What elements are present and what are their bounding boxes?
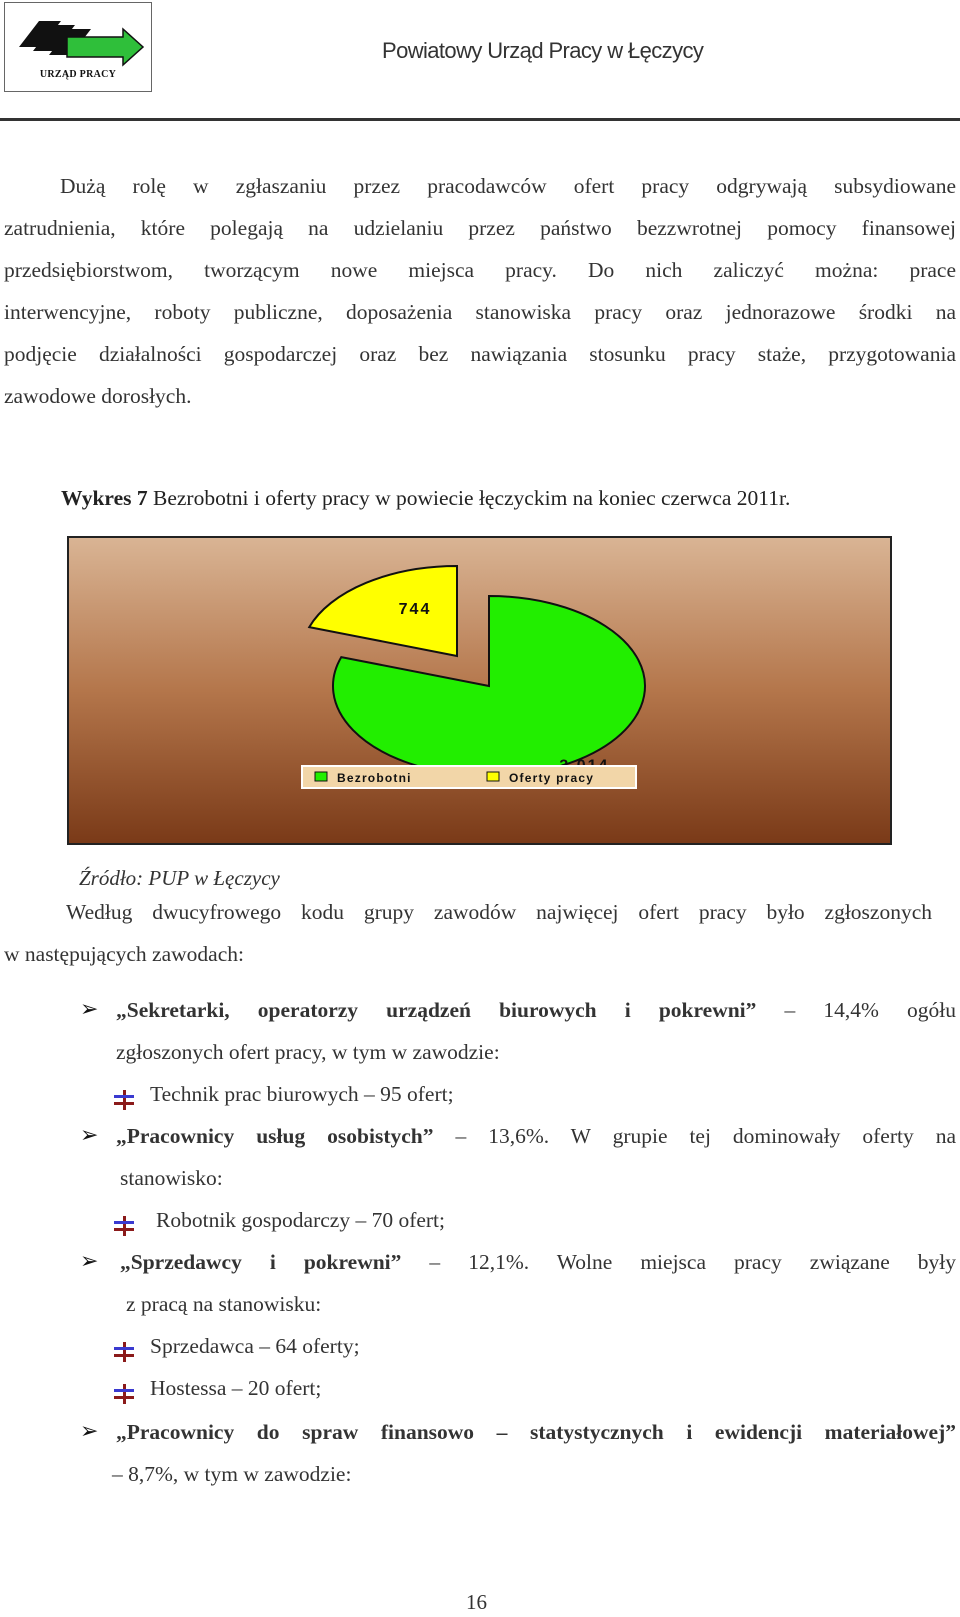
bullet-3-sub-2: Hostessa – 20 ofert;	[150, 1376, 322, 1400]
chart-caption-text: Bezrobotni i oferty pracy w powiecie łęczyckim na koniec czerwca 2011r.	[147, 486, 791, 510]
header-divider	[0, 118, 960, 121]
legend-swatch	[315, 772, 327, 781]
intro-line-1: Dużą rolę w zgłaszaniu przez pracodawców ofert pracy odgrywają subsydiowane	[60, 174, 956, 198]
bullet-4-line	[116, 1420, 956, 1445]
chart-source: Źródło: PUP w Łęczycy	[79, 866, 280, 890]
bullet-4-title: „Pracownicy do spraw finansowo – statystycznych i ewidencji materiałowej”	[116, 1420, 956, 1444]
arrow-bullet-icon: ➢	[80, 1122, 99, 1147]
bullet-1-line	[116, 998, 956, 1023]
sub-bullet-icon	[114, 1216, 134, 1236]
bullet-2-value: – 13,6%. W grupie tej dominowały oferty na	[433, 1124, 956, 1148]
logo	[4, 2, 152, 92]
intro-line-5: podjęcie działalności gospodarczej oraz bez nawiązania stosunku pracy staże, przygotowania	[4, 342, 956, 366]
bullet-3-line	[120, 1250, 956, 1275]
bullet-3-title: „Sprzedawcy i pokrewni”	[120, 1250, 402, 1274]
bullet-1-cont: zgłoszonych ofert pracy, w tym w zawodzie:	[116, 1040, 500, 1064]
arrow-bullet-icon: ➢	[80, 1248, 99, 1273]
intro-line-2: zatrudnienia, które polegają na udzielaniu przez państwo bezzwrotnej pomocy finansowej	[4, 216, 956, 240]
second-line-1: Według dwucyfrowego kodu grupy zawodów najwięcej ofert pracy było zgłoszonych	[66, 900, 932, 924]
sub-bullet-icon	[114, 1090, 134, 1110]
bullet-3-cont: z pracą na stanowisku:	[126, 1292, 322, 1316]
logo-text: URZĄD PRACY	[39, 69, 117, 80]
page-number: 16	[466, 1590, 487, 1614]
arrow-bullet-icon: ➢	[80, 996, 99, 1021]
page-header-title: Powiatowy Urząd Pracy w Łęczycy	[382, 38, 704, 63]
chart-legend	[302, 766, 636, 788]
bullet-2-line	[116, 1124, 956, 1149]
intro-line-6: zawodowe dorosłych.	[4, 384, 192, 408]
second-line-2: w następujących zawodach:	[4, 942, 244, 966]
legend-label: Oferty pracy	[509, 771, 595, 785]
bullet-1-sub-1: Technik prac biurowych – 95 ofert;	[150, 1082, 454, 1106]
legend-label: Bezrobotni	[337, 771, 412, 785]
intro-line-3: przedsiębiorstwom, tworzącym nowe miejsca pracy. Do nich zaliczyć można: prace	[4, 258, 956, 282]
chart-caption	[61, 486, 790, 511]
bullet-2-title: „Pracownicy usług osobistych”	[116, 1124, 434, 1148]
bullet-4-cont: – 8,7%, w tym w zawodzie:	[112, 1462, 352, 1486]
bullet-1-title: „Sekretarki, operatorzy urządzeń biurowych i pokrewni”	[116, 998, 757, 1022]
intro-line-4: interwencyjne, roboty publiczne, doposażenia stanowiska pracy oraz jednorazowe środki na	[4, 300, 956, 324]
bullet-3-value: – 12,1%. Wolne miejsca pracy związane były	[401, 1250, 956, 1274]
bullet-2-sub-1: Robotnik gospodarczy – 70 ofert;	[156, 1208, 446, 1232]
sub-bullet-icon	[114, 1384, 134, 1404]
chart-caption-label: Wykres 7	[61, 486, 148, 510]
bullet-3-sub-1: Sprzedawca – 64 oferty;	[150, 1334, 360, 1358]
bullet-2-cont: stanowisko:	[120, 1166, 223, 1190]
sub-bullet-icon	[114, 1342, 134, 1362]
pie-data-label: 744	[398, 600, 432, 618]
pie-slice-oferty-pracy	[309, 566, 457, 656]
legend-swatch	[487, 772, 499, 781]
pie-chart-svg	[69, 538, 890, 843]
logo-icon	[5, 3, 153, 73]
bullet-1-value: – 14,4% ogółu	[756, 998, 956, 1022]
pie-chart	[67, 536, 892, 845]
arrow-bullet-icon: ➢	[80, 1418, 99, 1443]
